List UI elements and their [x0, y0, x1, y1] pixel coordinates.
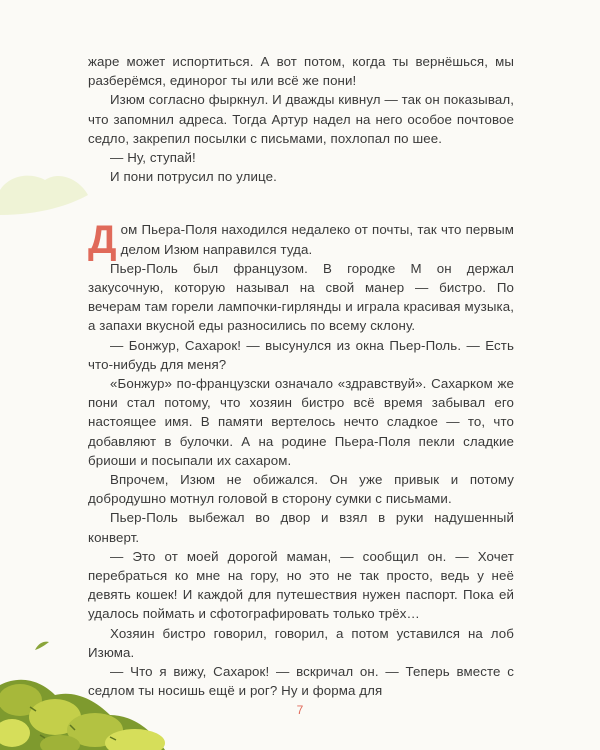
- paragraph: Хозяин бистро говорил, говорил, а потом уставился на лоб Изюма.: [88, 625, 514, 660]
- chapter-opening-paragraph: [88, 218, 514, 263]
- page-number: 7: [296, 703, 304, 717]
- paragraph: — Что я вижу, Сахарок! — вскричал он. — Теперь вместе с седлом ты носишь ещё и рог? Ну и форма для: [88, 664, 514, 699]
- paragraph: жаре может испортиться. А вот потом, когда ты вернёшься, мы разберёмся, единорог ты или всё же пони!: [88, 54, 514, 89]
- paragraph: Пьер-Поль выбежал во двор и взял в руки надушенный конверт.: [88, 510, 514, 545]
- paragraph: — Ну, ступай!: [110, 150, 196, 166]
- drop-cap: Д: [88, 218, 117, 263]
- paragraph: Пьер-Поль был французом. В городке М он держал закусочную, которую называл на свой манер — бистро. По вечерам там горели лампочки-гирлянды и играла красивая музыка, а запахи вкусной еды разносились по всему склону.: [88, 260, 514, 334]
- paragraph: И пони потрусил по улице.: [110, 169, 277, 185]
- paragraph: Изюм согласно фыркнул. И дважды кивнул — так он показывал, что запомнил адреса. Тогда Артур надел на него особое почтовое седло, закрепил посылки с письмами, похлопал по шее.: [88, 92, 514, 146]
- bush-decoration-top: [0, 160, 90, 220]
- page-text: [88, 52, 514, 701]
- drop-cap-paragraph-text: ом Пьера-Поля находился недалеко от почты, так что первым делом Изюм направился туда.: [120, 222, 514, 257]
- paragraph: — Это от моей дорогой маман, — сообщил он. — Хочет перебраться ко мне на гору, но это не так просто, ведь у неё девять кошек! И каждой для путешествия нужен паспорт. Пока ей удалось поймать и сфотографировать только трёх…: [88, 548, 514, 622]
- paragraph: «Бонжур» по-французски означало «здравствуй». Сахарком же пони стал потому, что хозяин бистро всё время забывал его настоящее имя. В памяти вертелось нечто сладкое — то, что добавляют в булочки. А на родине Пьера-Поля пекли сладкие бриоши и посыпали их сахаром.: [88, 376, 514, 468]
- sprout-icon: [34, 640, 50, 652]
- section-break: [88, 186, 514, 220]
- paragraph: Впрочем, Изюм не обижался. Он уже привык и потому добродушно мотнул головой в сторону сумки с письмами.: [88, 472, 514, 507]
- paragraph: — Бонжур, Сахарок! — высунулся из окна Пьер-Поль. — Есть что-нибудь для меня?: [88, 337, 514, 372]
